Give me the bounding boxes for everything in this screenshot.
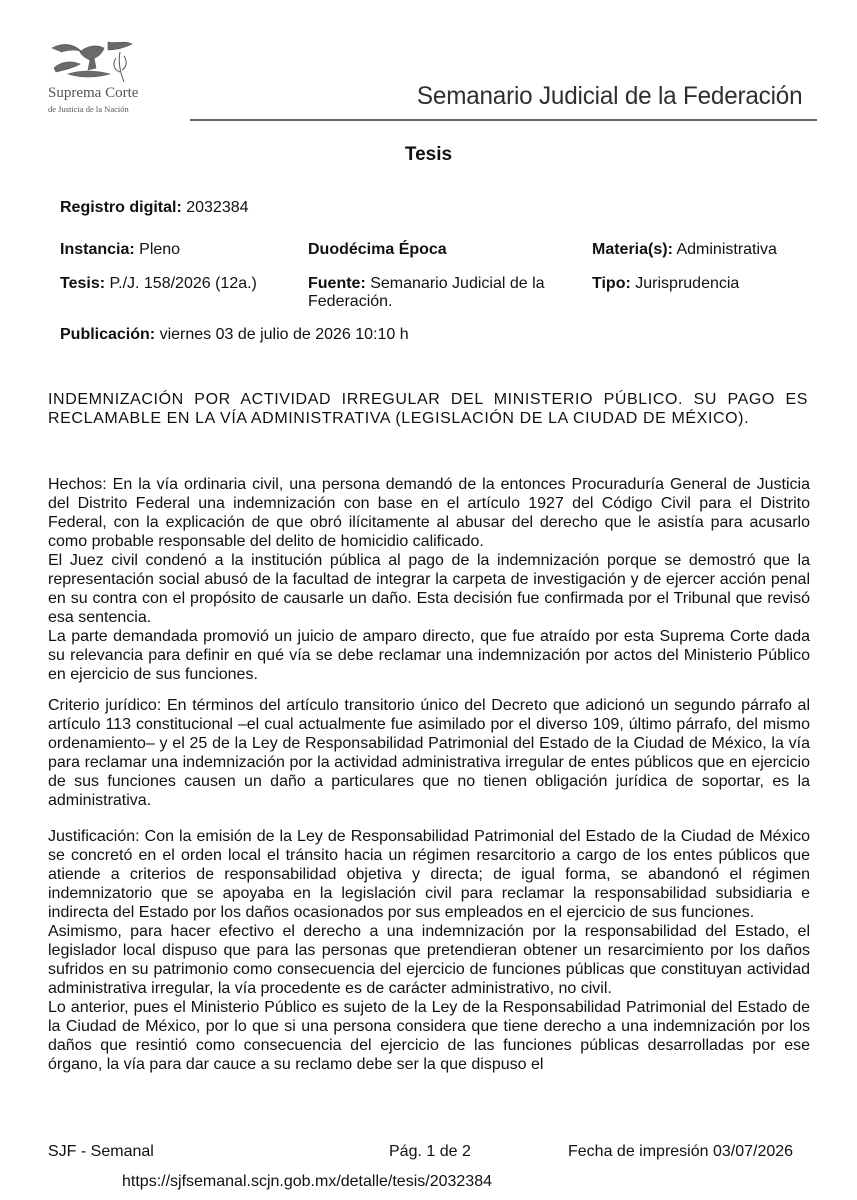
hechos-section <box>48 475 810 684</box>
epoca-field <box>308 241 447 259</box>
hechos-paragraph: El Juez civil condenó a la institución pública al pago de la indemnización porque se demostró que la representación social abusó de la facultad de integrar la carpeta de investigación y de ejercer acción penal en su contra con el propósito de causarle un daño. Esta decisión fue confirmada por el Tribunal que revisó esa sentencia. <box>48 552 810 626</box>
logo-text-secondary: de Justicia de la Nación <box>48 104 129 114</box>
tipo-value: Jurisprudencia <box>635 275 740 292</box>
fuente-value: Semanario Judicial de la Federación. <box>308 275 545 310</box>
registro-field <box>60 199 249 217</box>
justificacion-section <box>48 827 810 1074</box>
instancia-value: Pleno <box>139 241 181 258</box>
footer-source: SJF - Semanal <box>48 1143 154 1160</box>
fuente-field <box>308 275 578 311</box>
registro-label: Registro digital: <box>60 199 182 216</box>
criterio-section <box>48 696 810 810</box>
publicacion-label: Publicación: <box>60 326 156 343</box>
publicacion-field <box>60 326 409 344</box>
materia-label: Materia(s): <box>592 241 673 258</box>
header-divider <box>190 119 817 121</box>
footer-url-link[interactable]: https://sjfsemanal.scjn.gob.mx/detalle/tesis/2032384 <box>122 1173 492 1190</box>
tesis-value: P./J. 158/2026 (12a.) <box>109 275 257 292</box>
scjn-logo <box>48 38 144 118</box>
hechos-paragraph: Hechos: En la vía ordinaria civil, una persona demandó de la entonces Procuraduría General de Justicia del Distrito Federal una indemnización con base en el artículo 1927 del Código Civil para el Distrito Federal, con la explicación de que obró ilícitamente al abusar del derecho que le asistía para acusarlo como probable responsable del delito de homicidio calificado. <box>48 476 810 550</box>
tesis-heading: INDEMNIZACIÓN POR ACTIVIDAD IRREGULAR DEL MINISTERIO PÚBLICO. SU PAGO ES RECLAMABLE EN LA VÍA ADMINISTRATIVA (LEGISLACIÓN DE LA CIUDAD DE MÉXICO). <box>48 391 808 427</box>
instancia-label: Instancia: <box>60 241 135 258</box>
tipo-label: Tipo: <box>592 275 631 292</box>
epoca-value: Duodécima Época <box>308 241 447 258</box>
materia-field <box>592 241 777 259</box>
publicacion-value: viernes 03 de julio de 2026 10:10 h <box>159 326 409 343</box>
justificacion-paragraph: Lo anterior, pues el Ministerio Público es sujeto de la Ley de la Responsabilidad Patrimonial del Estado de la Ciudad de México, por lo que si una persona considera que tiene derecho a una indemnización por los daños que resintió como consecuencia del ejercicio de las funciones públicas desarrolladas por ese órgano, la vía para dar cauce a su reclamo debe ser la que dispuso el <box>48 999 810 1073</box>
tipo-field <box>592 275 739 293</box>
registro-value: 2032384 <box>186 199 249 216</box>
justificacion-paragraph: Justificación: Con la emisión de la Ley de Responsabilidad Patrimonial del Estado de la Ciudad de México se concretó en el orden local el tránsito hacia un régimen resarcitorio a cargo de los entes públicos que atiende a criterios de responsabilidad objetiva y directa; de igual forma, se abandonó el régimen indemnizatorio que se apoyaba en la legislación civil para reclamar la responsabilidad subsidiaria e indirecta del Estado por los daños ocasionados por sus empleados en el ejercicio de sus funciones. <box>48 828 810 921</box>
fuente-label: Fuente: <box>308 275 366 292</box>
instancia-field <box>60 241 180 259</box>
eagle-emblem-icon <box>50 38 134 84</box>
tesis-field <box>60 275 257 293</box>
footer-page-number: Pág. 1 de 2 <box>389 1143 471 1160</box>
logo-text-primary: Suprema Corte <box>48 85 139 101</box>
document-type-title: Tesis <box>404 144 453 165</box>
tesis-label: Tesis: <box>60 275 106 292</box>
footer-print-date: Fecha de impresión 03/07/2026 <box>568 1143 794 1160</box>
hechos-paragraph: La parte demandada promovió un juicio de amparo directo, que fue atraído por esta Suprema Corte dada su relevancia para definir en qué vía se debe reclamar una indemnización por actos del Ministerio Público en ejercicio de sus funciones. <box>48 628 810 683</box>
materia-value: Administrativa <box>676 241 777 258</box>
criterio-paragraph: Criterio jurídico: En términos del artículo transitorio único del Decreto que adicionó un segundo párrafo al artículo 113 constitucional –el cual actualmente fue asimilado por el diverso 109, último párrafo, del mismo ordenamiento– y el 25 de la Ley de Responsabilidad Patrimonial del Estado de la Ciudad de México, la vía para reclamar una indemnización por la actividad administrativa irregular de entes públicos que en ejercicio de sus funciones causen un daño a particulares que no tienen obligación jurídica de soportar, es la administrativa. <box>48 697 810 809</box>
justificacion-paragraph: Asimismo, para hacer efectivo el derecho a una indemnización por la responsabilidad del Estado, el legislador local dispuso que para las personas que pretendieran obtener un resarcimiento por los daños sufridos en su patrimonio como consecuencia del ejercicio de funciones públicas que constituyan actividad administrativa irregular, la vía procedente es de carácter administrativo, no civil. <box>48 923 810 997</box>
publication-title: Semanario Judicial de la Federación <box>416 82 802 110</box>
